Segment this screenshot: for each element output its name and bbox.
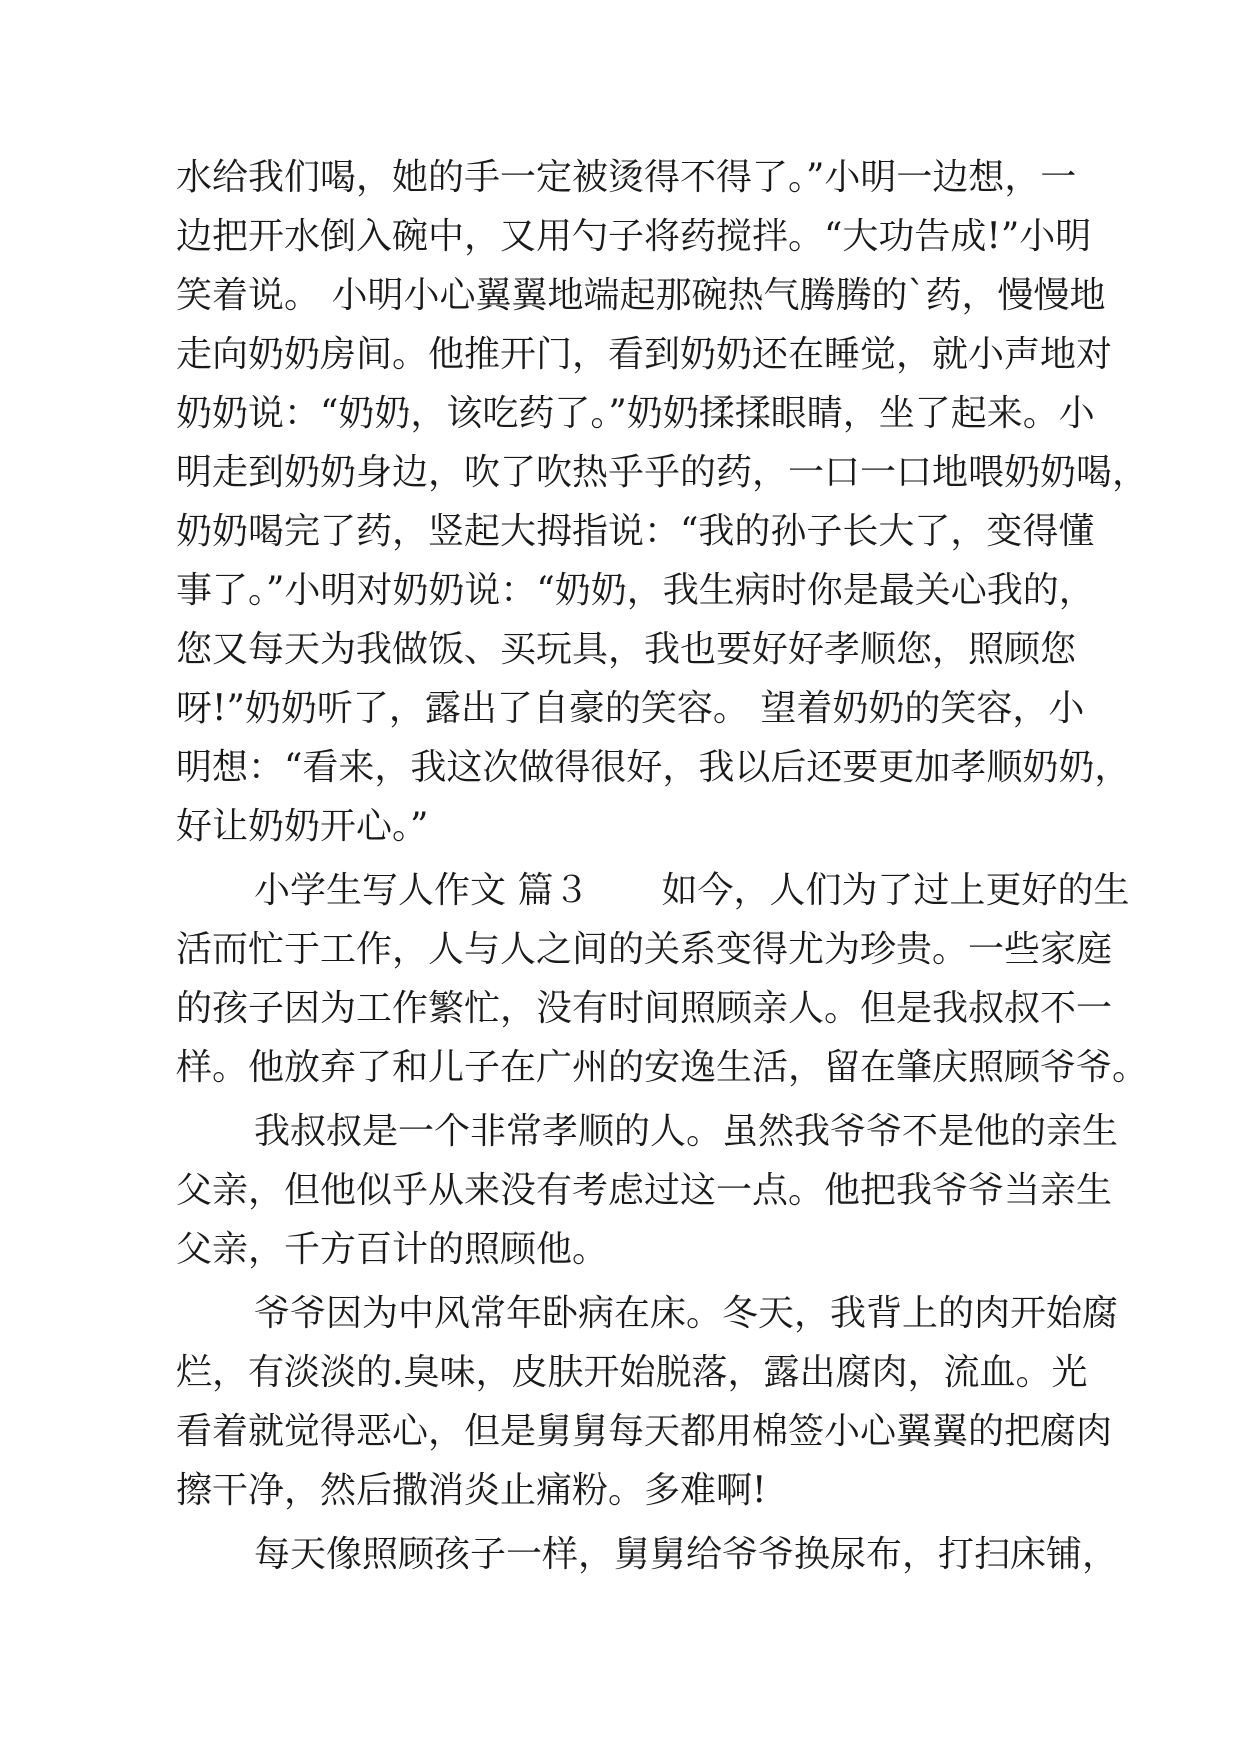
text-line-21: 烂，有淡淡的.臭味，皮肤开始脱落，露出腐肉，流血。光 xyxy=(176,1352,1088,1393)
text-line-23: 擦干净，然后撒消炎止痛粉。多难啊! xyxy=(176,1470,767,1511)
text-line-14: 活而忙于工作，人与人之间的关系变得尤为珍贵。一些家庭 xyxy=(176,929,1113,970)
text-line-4: 走向奶奶房间。他推开门，看到奶奶还在睡觉，就小声地对 xyxy=(176,334,1113,375)
text-line-17: 我叔叔是一个非常孝顺的人。虽然我爷爷不是他的亲生 xyxy=(254,1111,1119,1152)
text-line-20: 爷爷因为中风常年卧病在床。冬天，我背上的肉开始腐 xyxy=(254,1293,1119,1334)
section-heading-line: 小学生写人作文 篇３ 如今，人们为了过上更好的生 xyxy=(254,870,1130,911)
text-line-5: 奶奶说：“奶奶，该吃药了。”奶奶揉揉眼睛，坐了起来。小 xyxy=(176,393,1095,434)
text-line-24: 每天像照顾孩子一样，舅舅给爷爷换尿布，打扫床铺， xyxy=(254,1534,1119,1575)
text-line-11: 明想：“看来，我这次做得很好，我以后还要更加孝顺奶奶， xyxy=(176,747,1131,788)
text-line-19: 父亲，千方百计的照顾他。 xyxy=(176,1229,609,1270)
text-line-10: 呀!”奶奶听了，露出了自豪的笑容。 望着奶奶的笑容，小 xyxy=(176,688,1085,729)
text-line-1: 水给我们喝，她的手一定被烫得不得了。”小明一边想，一 xyxy=(176,157,1077,198)
text-line-3: 笑着说。 小明小心翼翼地端起那碗热气腾腾的`药，慢慢地 xyxy=(176,275,1106,316)
text-line-18: 父亲，但他似乎从来没有考虑过这一点。他把我爷爷当亲生 xyxy=(176,1170,1113,1211)
text-line-12: 好让奶奶开心。” xyxy=(176,806,429,847)
text-line-16: 样。他放弃了和儿子在广州的安逸生活，留在肇庆照顾爷爷。 xyxy=(176,1047,1149,1088)
text-line-7: 奶奶喝完了药，竖起大拇指说：“我的孙子长大了，变得懂 xyxy=(176,511,1095,552)
text-line-6: 明走到奶奶身边，吹了吹热乎乎的药，一口一口地喂奶奶喝， xyxy=(176,452,1149,493)
text-line-15: 的孩子因为工作繁忙，没有时间照顾亲人。但是我叔叔不一 xyxy=(176,988,1113,1029)
text-line-22: 看着就觉得恶心，但是舅舅每天都用棉签小心翼翼的把腐肉 xyxy=(176,1411,1113,1452)
text-line-9: 您又每天为我做饭、买玩具，我也要好好孝顺您，照顾您 xyxy=(176,629,1077,670)
text-line-8: 事了。”小明对奶奶说：“奶奶，我生病时你是最关心我的， xyxy=(176,570,1095,611)
text-line-2: 边把开水倒入碗中，又用勺子将药搅拌。“大功告成!”小明 xyxy=(176,216,1092,257)
